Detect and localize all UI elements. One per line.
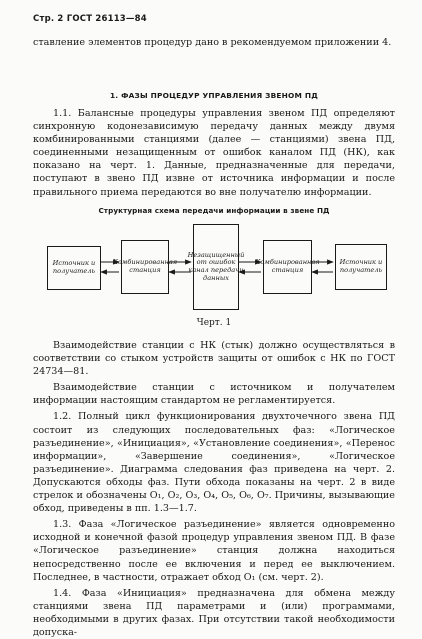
section-title: 1. ФАЗЫ ПРОЦЕДУР УПРАВЛЕНИЯ ЗВЕНОМ ПД: [109, 91, 319, 100]
box-source-receiver-left: Источник и получатель: [47, 246, 101, 290]
box-combined-station-right: Комбинированная станция: [263, 240, 312, 294]
body-text: [33, 339, 395, 639]
paragraph-1-3: 1.3. Фаза «Логическое разъединение» является одновременно исходной и конечной фазой процедур управления звеном ПД. В фазе «Логическое разъединение» станция должна находиться непосредственно после ее включения и перед ее выключением. Последнее, в частности, отражает обход О₁ (см. черт. 2).: [33, 519, 395, 583]
structure-diagram: [33, 218, 395, 318]
page-header: Стр. 2 ГОСТ 26113—84: [33, 14, 147, 24]
paragraph-interface: Взаимодействие станции с НК (стык) должно осуществляться в соответствии со стыком устройств защиты от ошибок с НК по ГОСТ 24734—81.: [33, 340, 395, 378]
box-source-receiver-right: Источник и получатель: [335, 244, 387, 290]
paragraph-1-1: [33, 107, 395, 199]
paragraph-1-4: 1.4. Фаза «Инициация» предназначена для обмена между станциями звена ПД параметрами и (или) программами, необходимыми в других фазах. При отсутствии такой необходимости допуска-: [33, 587, 395, 638]
intro-paragraph: ставление элементов процедур дано в рекомендуемом приложении 4.: [33, 37, 392, 48]
diagram-title: Структурная схема передачи информации в звене ПД: [98, 206, 330, 215]
paragraph-1-1-text: 1.1. Балансные процедуры управления звеном ПД определяют синхронную кодонезависимую передачу данных между двумя комбинированными станциями (далее — станциями) звена ПД, соединенными незащищенным от ошибок каналом ПД (НК), как показано на черт. 1. Данные, предназначенные для передачи, поступают в звено ПД извне от источника информации и после правильного приема передаются во вне получателю информации.: [33, 108, 395, 198]
box-channel: Незащищенный от ошибок канал передачи данных: [193, 224, 239, 310]
paragraph-source-interaction: Взаимодействие станции с источником и получателем информации настоящим стандартом не регламентируется.: [33, 382, 395, 407]
paragraph-1-2: 1.2. Полный цикл функционирования двухточечного звена ПД состоит из следующих последовательных фаз: «Логическое разъединение», «Инициация», «Установление соединения», «Перенос информации», «Завершение соединения», «Логическое разъединение». Диаграмма следования фаз приведена на черт. 2. Допускаются обходы фаз. Пути обхода показаны на черт. 2 в виде стрелок и обозначены О₁, О₂, О₃, О₄, О₅, О₆, О₇. Причины, вызывающие обход, приведены в пп. 1.3—1.7.: [33, 411, 395, 515]
box-combined-station-left: Комбинированная станция: [121, 240, 169, 294]
intro-text: [33, 36, 395, 49]
figure-caption: Черт. 1: [196, 318, 232, 328]
